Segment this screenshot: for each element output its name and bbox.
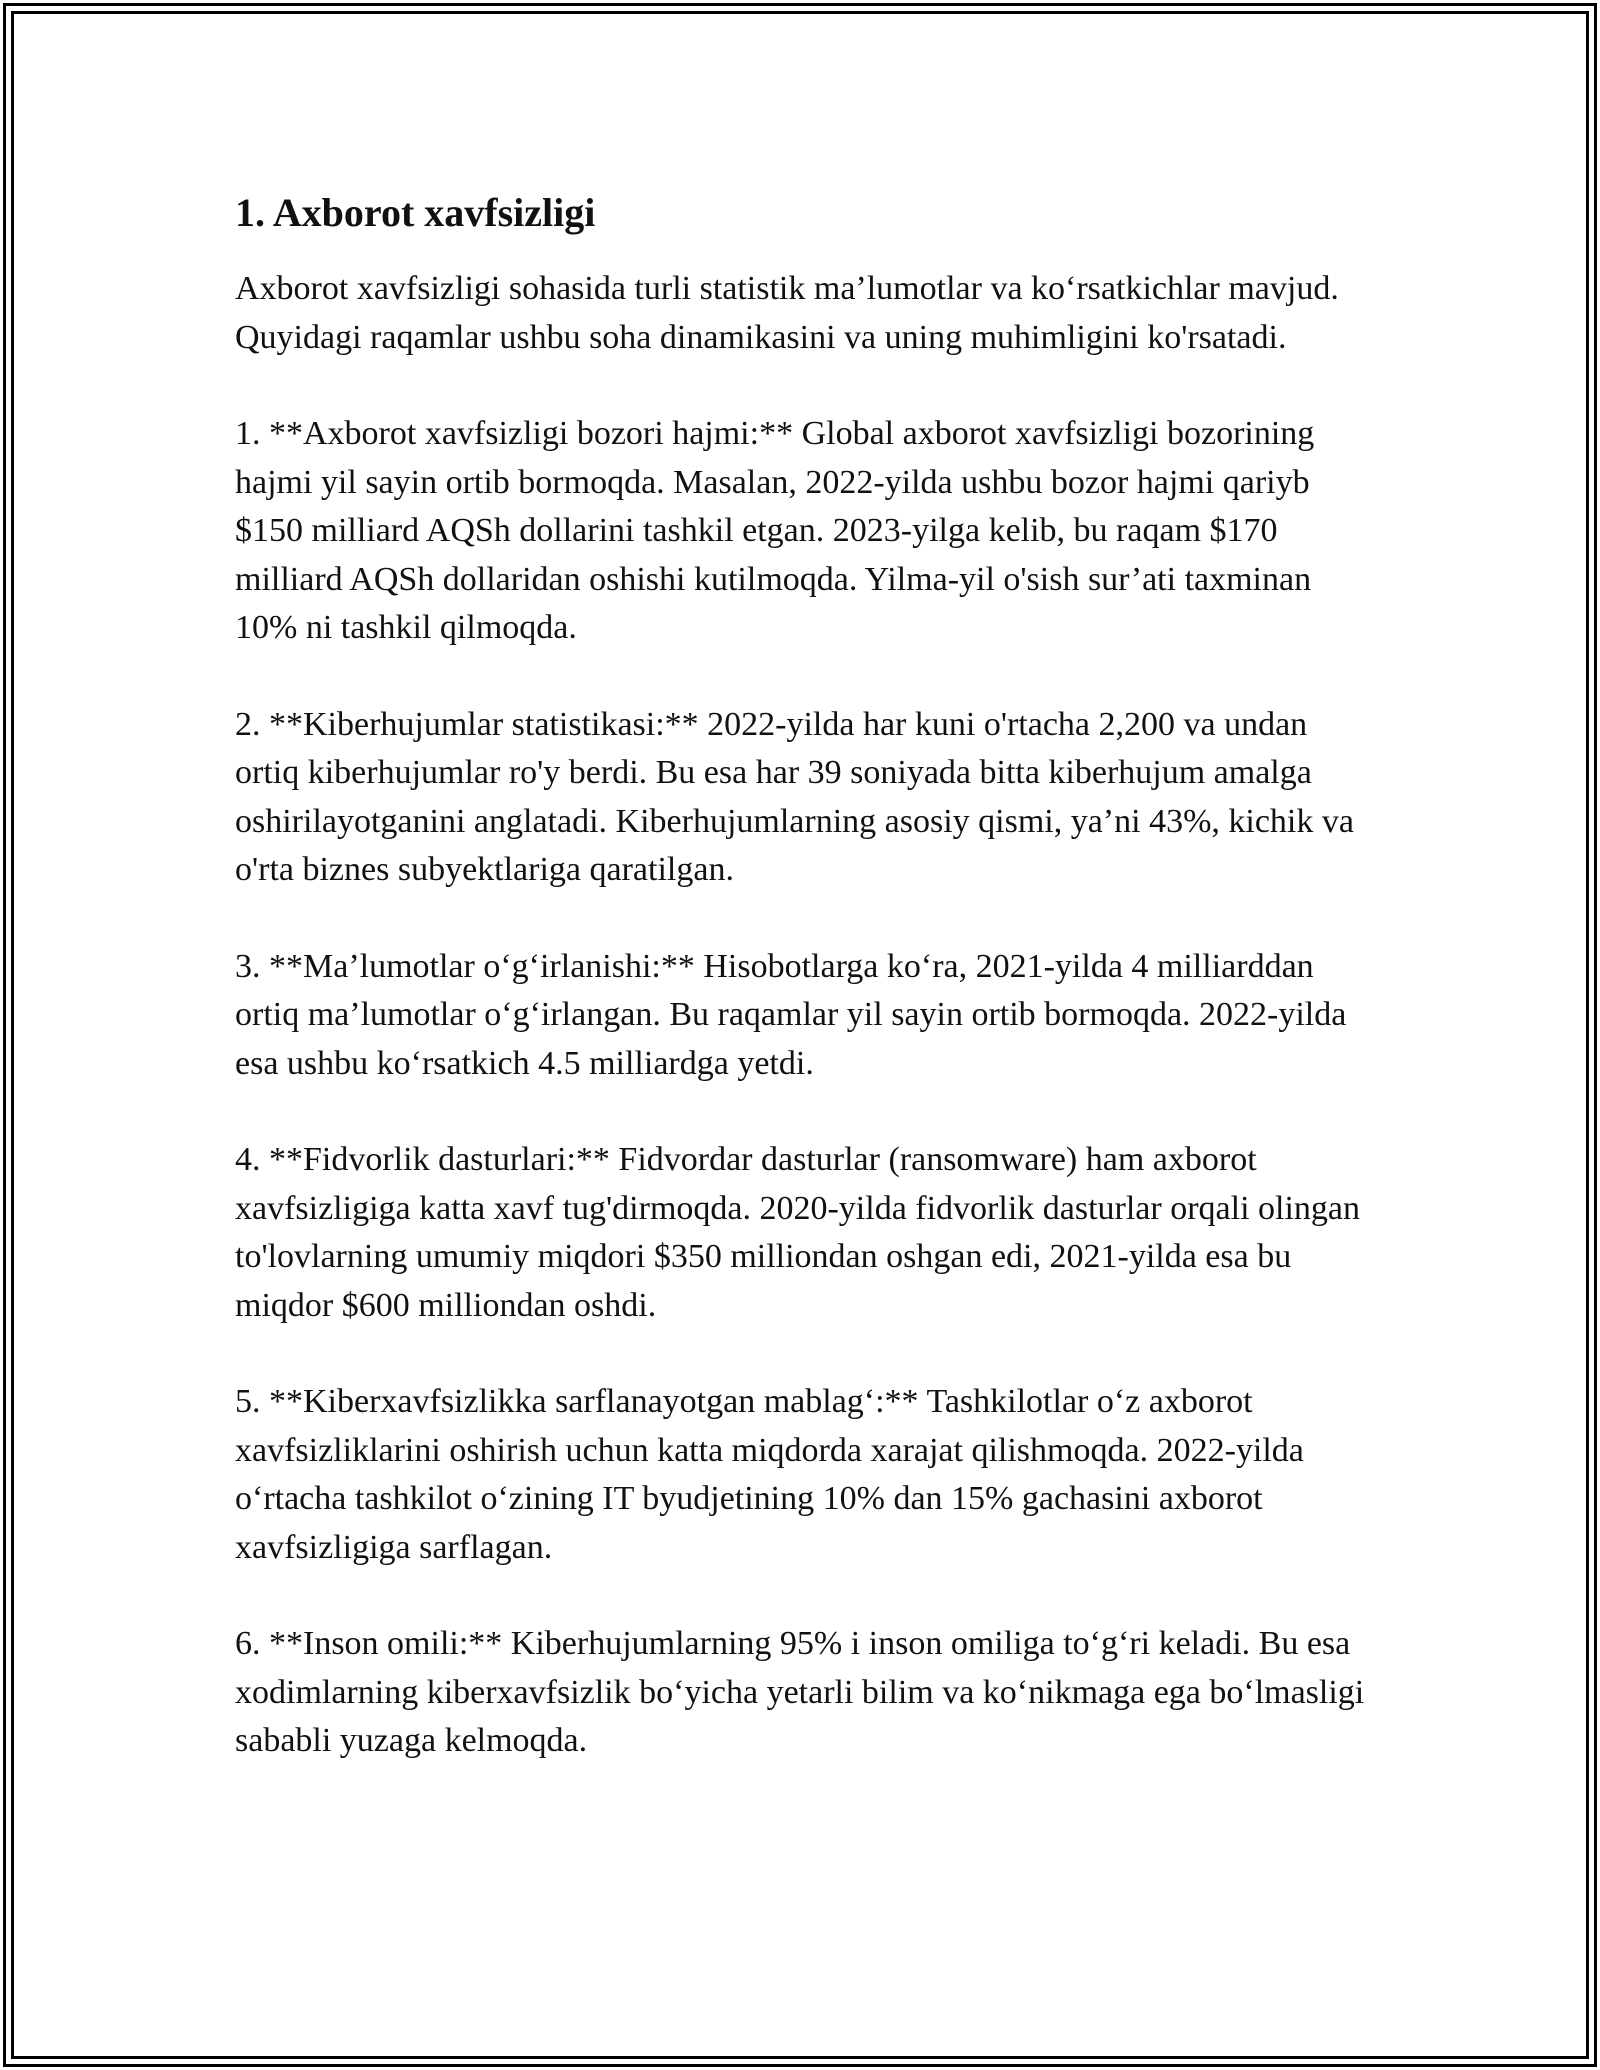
section-heading: 1. Axborot xavfsizligi <box>235 190 596 235</box>
paragraph-cyberattack-stats: 2. **Kiberhujumlar statistikasi:** 2022-yilda har kuni o'rtacha 2,200 va undan ortiq kiberhujumlar ro'y berdi. Bu esa har 39 soniyada bitta kiberhujum amalga oshirilayotganini anglatadi. Kiberhujumlarning asosiy qismi, ya’ni 43%, kichik va o'rta biznes subyektlariga qaratilgan. <box>235 705 1354 888</box>
paragraph-security-spending: 5. **Kiberxavfsizlikka sarflanayotgan mablag‘:** Tashkilotlar o‘z axborot xavfsizliklarini oshirish uchun katta miqdorda xarajat qilishmoqda. 2022-yilda o‘rtacha tashkilot o‘zining IT byudjetining 10% dan 15% gachasini axborot xavfsizligiga sarflagan. <box>235 1383 1304 1566</box>
paragraph-data-breaches: 3. **Ma’lumotlar o‘g‘irlanishi:** Hisobotlarga ko‘ra, 2021-yilda 4 milliarddan ortiq ma’lumotlar o‘g‘irlangan. Bu raqamlar yil sayin ortib bormoqda. 2022-yilda esa ushbu ko‘rsatkich 4.5 milliardga yetdi. <box>235 947 1347 1082</box>
paragraph-human-factor: 6. **Inson omili:** Kiberhujumlarning 95% i inson omiliga to‘g‘ri keladi. Bu esa xodimlarning kiberxavfsizlik bo‘yicha yetarli bilim va ko‘nikmaga ega bo‘lmasligi sababli yuzaga kelmoqda. <box>235 1625 1365 1759</box>
intro-paragraph: Axborot xavfsizligi sohasida turli statistik ma’lumotlar va ko‘rsatkichlar mavjud. Quyidagi raqamlar ushbu soha dinamikasini va uning muhimligini ko'rsatadi. <box>235 270 1339 356</box>
document-body <box>235 185 1375 1814</box>
paragraph-market-size: 1. **Axborot xavfsizligi bozori hajmi:** Global axborot xavfsizligi bozorining hajmi yil sayin ortib bormoqda. Masalan, 2022-yilda ushbu bozor hajmi qariyb $150 milliard AQSh dollarini tashkil etgan. 2023-yilga kelib, bu raqam $170 milliard AQSh dollaridan oshishi kutilmoqda. Yilma-yil o'sish sur’ati taxminan 10% ni tashkil qilmoqda. <box>235 415 1315 646</box>
paragraph-ransomware: 4. **Fidvorlik dasturlari:** Fidvordar dasturlar (ransomware) ham axborot xavfsizligiga katta xavf tug'dirmoqda. 2020-yilda fidvorlik dasturlar orqali olingan to'lovlarning umumiy miqdori $350 milliondan oshgan edi, 2021-yilda esa bu miqdor $600 milliondan oshdi. <box>235 1141 1361 1324</box>
